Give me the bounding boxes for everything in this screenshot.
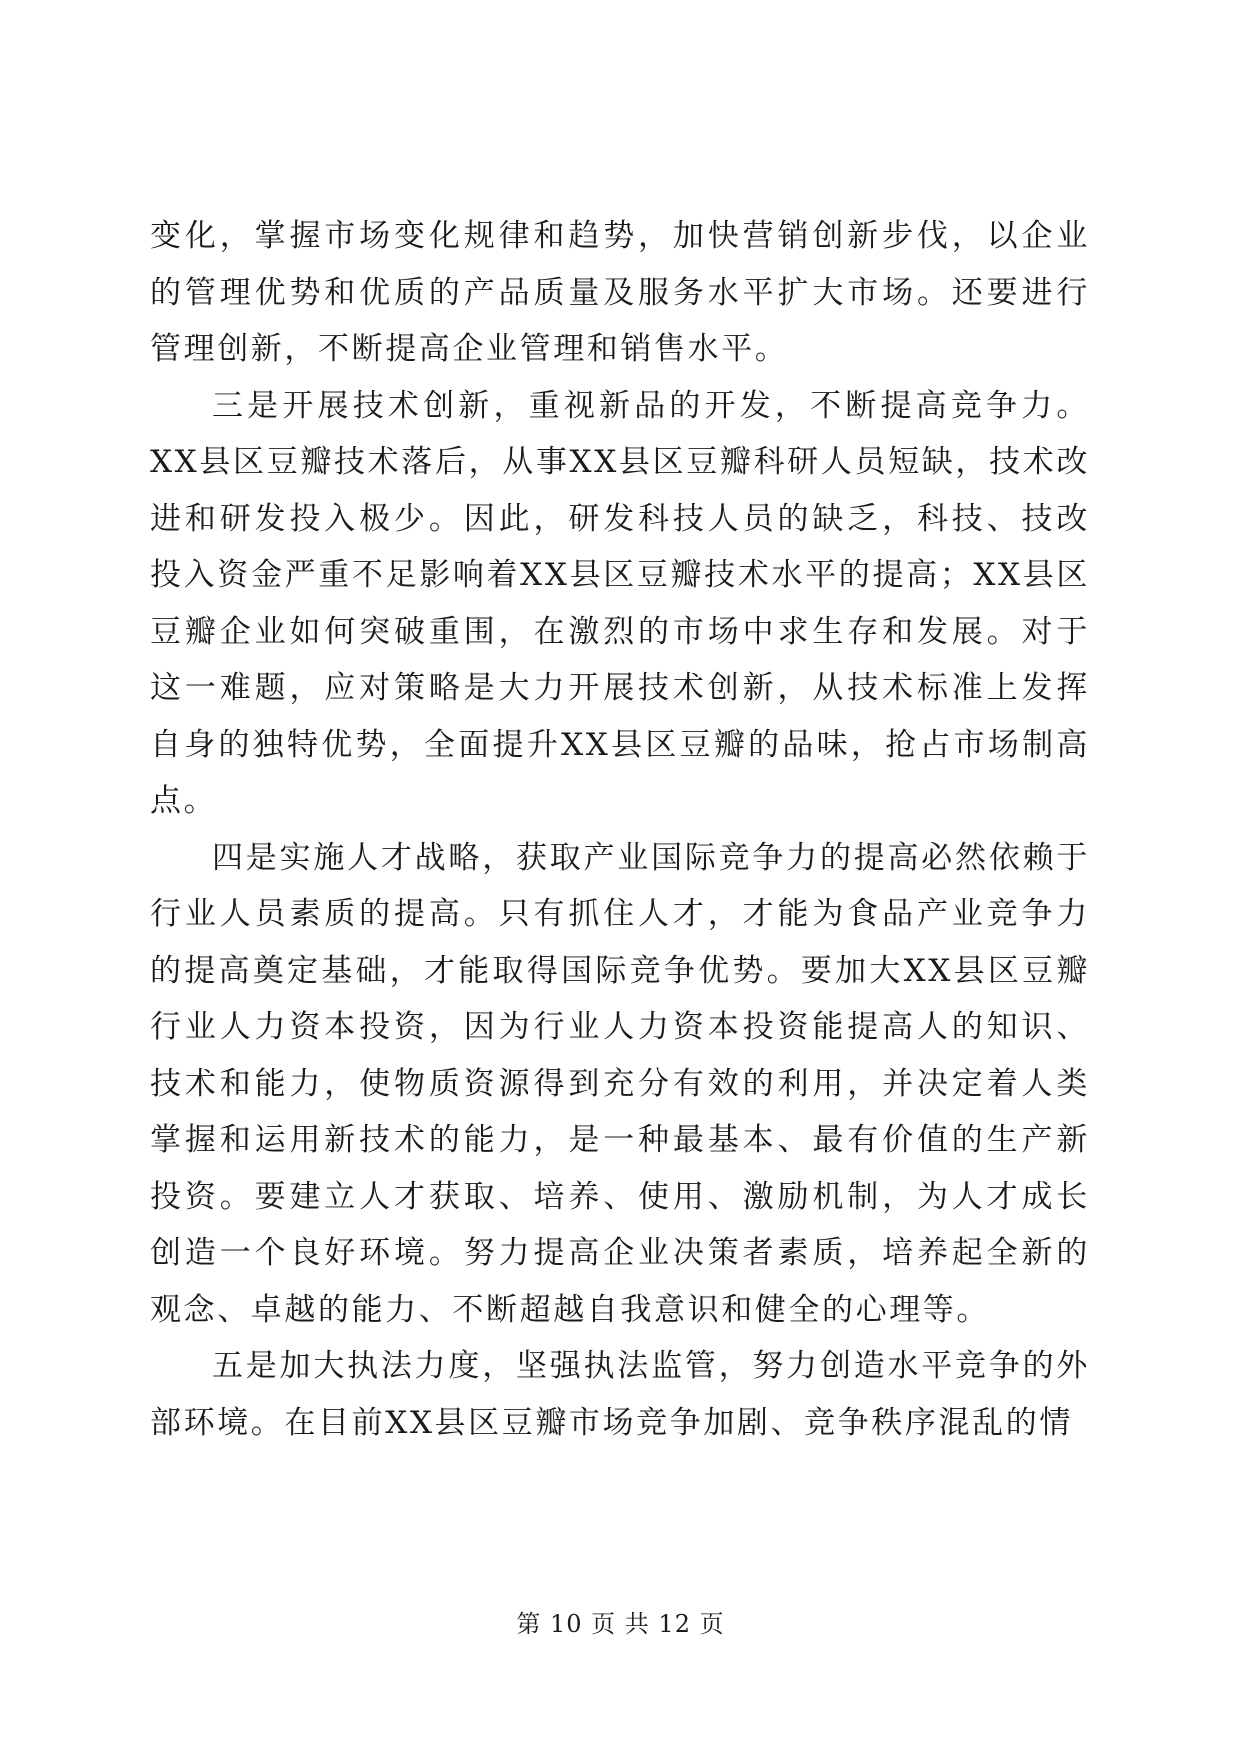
paragraph-point-three: 三是开展技术创新，重视新品的开发，不断提高竞争力。XX县区豆瓣技术落后，从事XX县区豆瓣科研人员短缺，技术改进和研发投入极少。因此，研发科技人员的缺乏，科技、技改投入资金严重不足影响着XX县区豆瓣技术水平的提高；XX县区豆瓣企业如何突破重围，在激烈的市场中求生存和发展。对于这一难题，应对策略是大力开展技术创新，从技术标准上发挥自身的独特优势，全面提升XX县区豆瓣的品味，抢占市场制高点。 [150, 387, 1090, 819]
paragraph-point-five: 五是加大执法力度，坚强执法监管，努力创造水平竞争的外部环境。在目前XX县区豆瓣市场竞争加剧、竞争秩序混乱的情 [150, 1348, 1090, 1441]
page-number-footer: 第 10 页 共 12 页 [516, 1610, 725, 1638]
paragraph-continuation: 变化，掌握市场变化规律和趋势，加快营销创新步伐，以企业的管理优势和优质的产品质量及服务水平扩大市场。还要进行管理创新，不断提高企业管理和销售水平。 [150, 218, 1090, 367]
document-body [150, 208, 1090, 1451]
paragraph-point-four: 四是实施人才战略，获取产业国际竞争力的提高必然依赖于行业人员素质的提高。只有抓住人才，才能为食品产业竞争力的提高奠定基础，才能取得国际竞争优势。要加大XX县区豆瓣行业人力资本投资，因为行业人力资本投资能提高人的知识、技术和能力，使物质资源得到充分有效的利用，并决定着人类掌握和运用新技术的能力，是一种最基本、最有价值的生产新投资。要建立人才获取、培养、使用、激励机制，为人才成长创造一个良好环境。努力提高企业决策者素质，培养起全新的观念、卓越的能力、不断超越自我意识和健全的心理等。 [150, 839, 1090, 1328]
